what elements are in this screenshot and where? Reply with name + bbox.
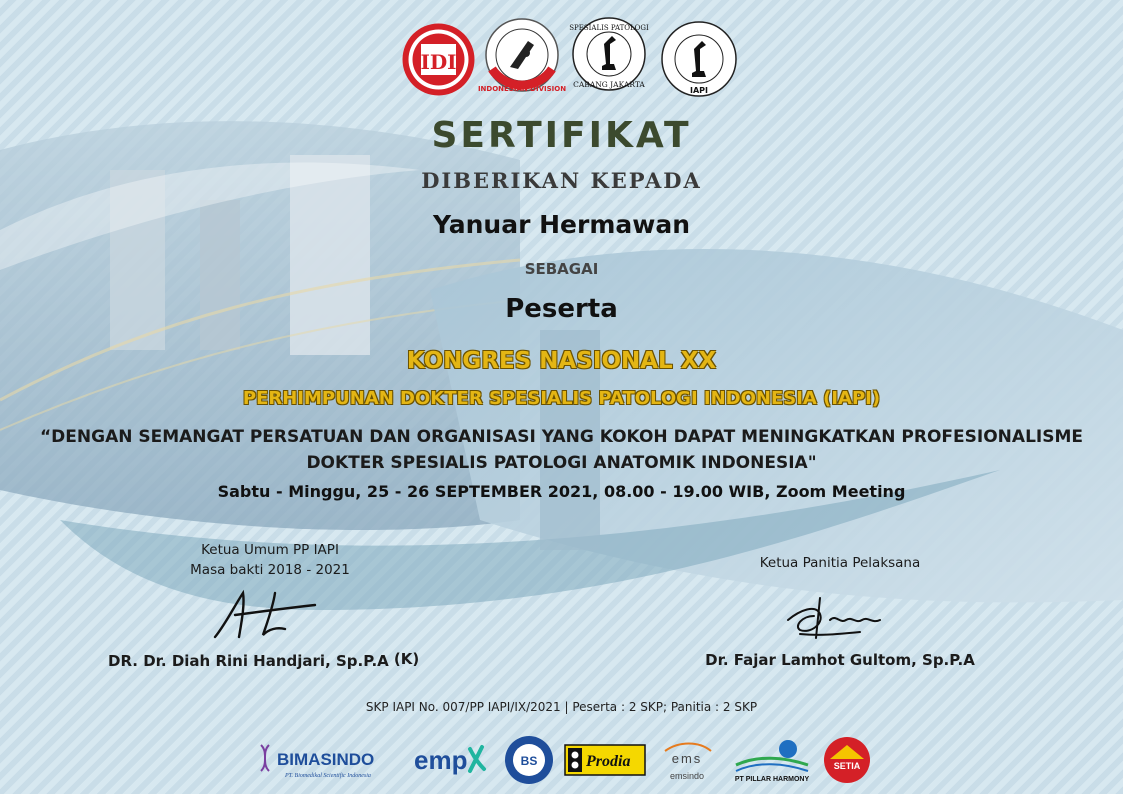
svg-text:PT. Biomedikal Scientific Indo: PT. Biomedikal Scientific Indonesia: [285, 773, 371, 779]
right-signature: [780, 590, 900, 645]
left-signatory-title-line2: Masa bakti 2018 - 2021: [190, 562, 350, 578]
bimasindo-logo: [255, 735, 405, 785]
event-theme: [0, 424, 1123, 476]
svg-text:IDI: IDI: [420, 50, 457, 74]
left-signatory: [108, 650, 468, 670]
left-signature: [205, 585, 325, 645]
biogen-scientific-logo: [502, 735, 558, 785]
certificate-title: SERTIFIKAT: [431, 115, 692, 156]
ems-logo: [655, 735, 719, 785]
event-date: Sabtu - Minggu, 25 - 26 SEPTEMBER 2021, 08.00 - 19.00 WIB, Zoom Meeting: [217, 482, 906, 501]
svg-text:Prodia: Prodia: [586, 753, 631, 770]
svg-text:IAPI: IAPI: [689, 86, 709, 95]
given-to-label: DIBERIKAN KEPADA: [421, 168, 702, 193]
left-signatory-suffix: (K): [393, 650, 420, 668]
pillar-harmony-logo: [728, 735, 816, 785]
recipient-role: Peserta: [505, 294, 618, 324]
emp-logo: [412, 735, 492, 785]
left-signatory-title-line1: Ketua Umum PP IAPI: [201, 542, 339, 558]
right-signatory-title: [720, 553, 960, 573]
event-name: KONGRES NASIONAL XX: [406, 348, 717, 374]
svg-text:ems: ems: [671, 751, 703, 766]
left-signatory-name: DR. Dr. Diah Rini Handjari, Sp.P.A: [108, 652, 389, 670]
skp-info: SKP IAPI No. 007/PP IAPI/IX/2021 | Peserta : 2 SKP; Panitia : 2 SKP: [365, 700, 758, 714]
right-signatory: [670, 650, 1010, 669]
setia-logo: [822, 735, 872, 785]
svg-text:BS: BS: [520, 754, 538, 768]
recipient-name: Yanuar Hermawan: [432, 210, 691, 239]
svg-text:PT PILLAR HARMONY: PT PILLAR HARMONY: [734, 776, 810, 783]
svg-text:BIMASINDO: BIMASINDO: [277, 750, 375, 769]
organization-name: PERHIMPUNAN DOKTER SPESIALIS PATOLOGI INDONESIA (IAPI): [242, 388, 881, 409]
svg-text:SPESIALIS PATOLOGI: SPESIALIS PATOLOGI: [569, 24, 649, 32]
right-signatory-name: Dr. Fajar Lamhot Gultom, Sp.P.A: [705, 651, 975, 669]
iapi-logo: [659, 19, 739, 99]
svg-text:CABANG JAKARTA: CABANG JAKARTA: [573, 80, 645, 89]
left-signatory-title: [150, 540, 390, 580]
iapi-jakarta-logo: [570, 14, 648, 98]
theme-line-2: DOKTER SPESIALIS PATOLOGI ANATOMIK INDONESIA": [306, 453, 817, 473]
svg-text:emp: emp: [414, 745, 468, 775]
svg-text:SETIA: SETIA: [833, 761, 861, 771]
right-signatory-title-line1: Ketua Panitia Pelaksana: [759, 555, 921, 571]
theme-line-1: “DENGAN SEMANGAT PERSATUAN DAN ORGANISASI YANG KOKOH DAPAT MENINGKATKAN PROFESIONALISME: [39, 427, 1083, 447]
iap-division-logo: [477, 17, 567, 97]
prodia-logo: [564, 735, 646, 785]
idi-logo: [401, 22, 476, 97]
as-label: SEBAGAI: [524, 260, 599, 278]
svg-text:INDONESIAN DIVISION: INDONESIAN DIVISION: [477, 85, 567, 93]
svg-text:emsindo: emsindo: [669, 771, 705, 781]
